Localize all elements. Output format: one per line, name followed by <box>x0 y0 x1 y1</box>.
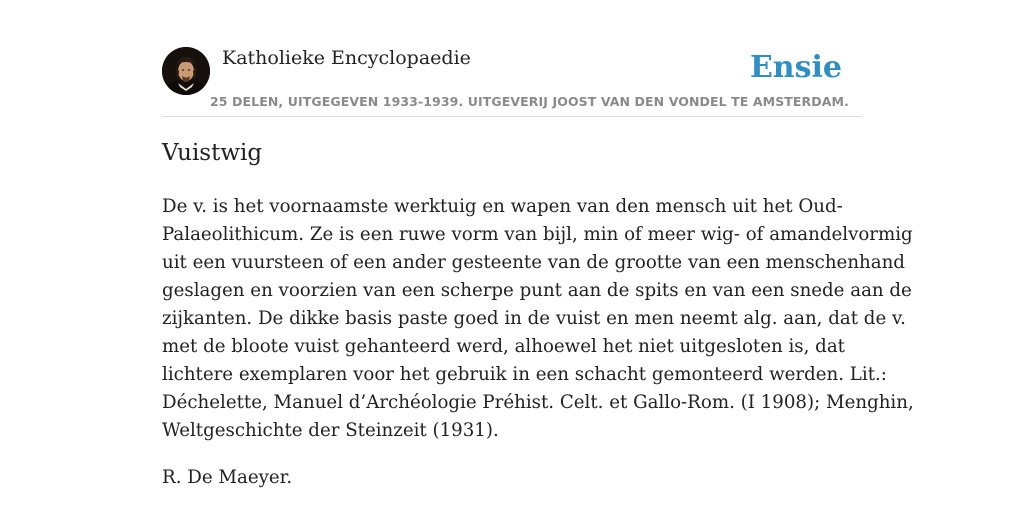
publication-title[interactable]: Katholieke Encyclopaedie <box>222 47 471 69</box>
article-body-line: Weltgeschichte der Steinzeit (1931). <box>162 420 499 441</box>
header <box>162 44 862 117</box>
article-body-line: zijkanten. De dikke basis paste goed in de vuist en men neemt alg. aan, dat de v. <box>162 308 906 329</box>
article-body-line: uit een vuursteen of een ander gesteente van de grootte van een menschenhand <box>162 252 905 273</box>
article-body-line: Déchelette, Manuel d’Archéologie Préhist. Celt. et Gallo-Rom. (I 1908); Menghin, <box>162 392 914 413</box>
article-body-line: lichtere exemplaren voor het gebruik in een schacht gemonteerd werden. Lit.: <box>162 364 887 385</box>
publication-subtitle: 25 DELEN, UITGEGEVEN 1933-1939. UITGEVERIJ JOOST VAN DEN VONDEL TE AMSTERDAM. <box>210 94 849 109</box>
article-body-line: geslagen en voorzien van een scherpe punt aan de spits en van een snede aan de <box>162 280 912 301</box>
article-title: Vuistwig <box>162 140 263 166</box>
article-body <box>162 193 914 445</box>
article-author: R. De Maeyer. <box>162 467 293 488</box>
portrait-icon <box>162 47 210 95</box>
article-body-line: De v. is het voornaamste werktuig en wapen van den mensch uit het Oud- <box>162 196 843 217</box>
brand-logo-link[interactable]: Ensie <box>749 50 842 85</box>
article-body-line: met de bloote vuist gehanteerd werd, alhoewel het niet uitgesloten is, dat <box>162 336 845 357</box>
article-body-line: Palaeolithicum. Ze is een ruwe vorm van bijl, min of meer wig- of amandelvormig <box>162 224 913 245</box>
